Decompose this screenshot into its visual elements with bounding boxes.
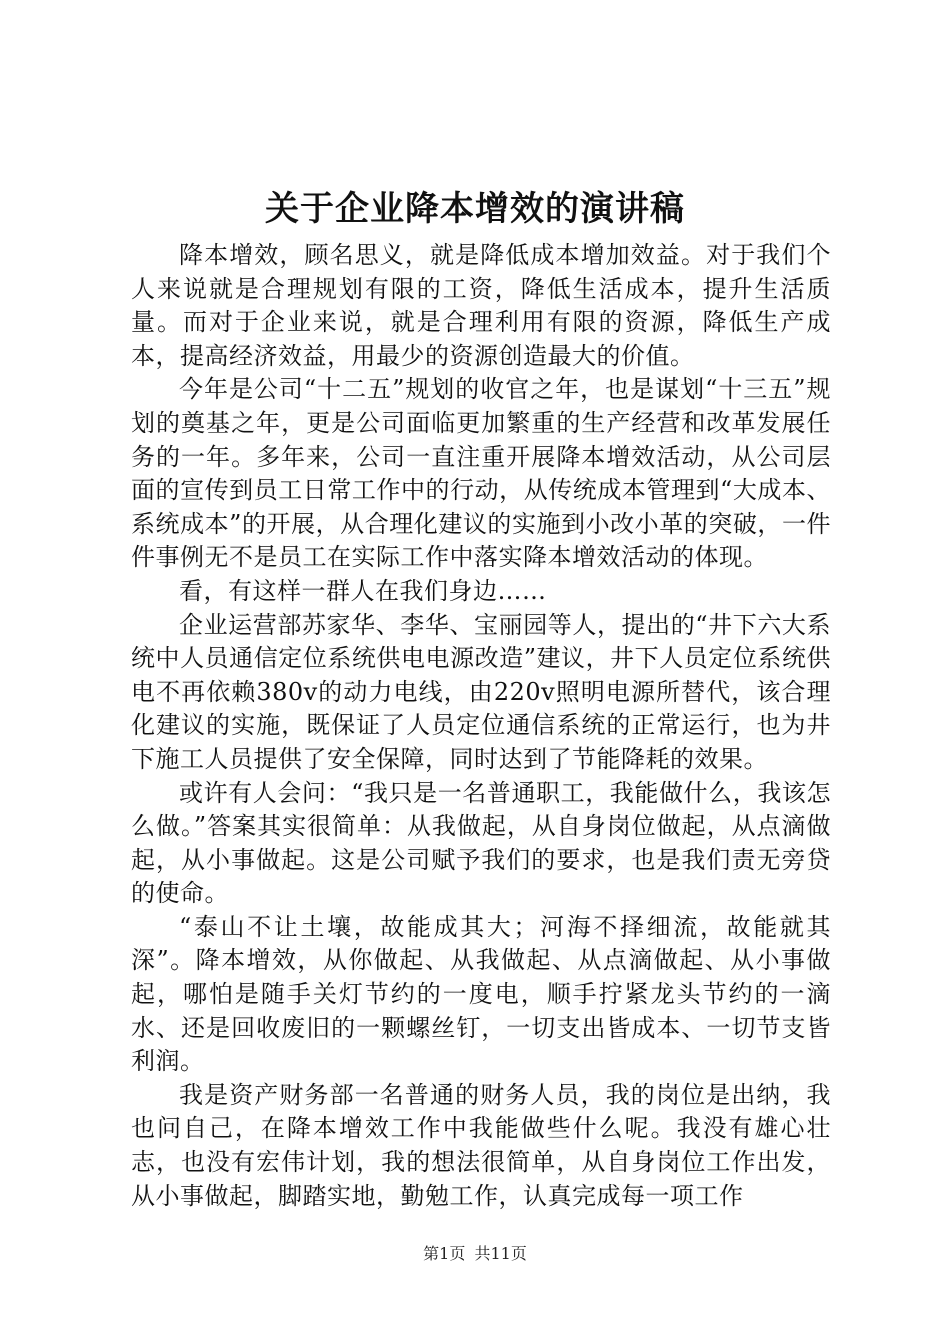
paragraph: 我是资产财务部一名普通的财务人员，我的岗位是出纳，我也问自己，在降本增效工作中我能做些什么呢。我没有雄心壮志，也没有宏伟计划，我的想法很简单，从自身岗位工作出发，从小事做起，脚踏实地，勤勉工作，认真完成每一项工作 (131, 1080, 831, 1210)
paragraph: 企业运营部苏家华、李华、宝丽园等人，提出的“井下六大系统中人员通信定位系统供电电源改造”建议，井下人员定位系统供电不再依赖380v的动力电线，由220v照明电源所替代，该合理化建议的实施，既保证了人员定位通信系统的正常运行，也为井下施工人员提供了安全保障，同时达到了节能降耗的效果。 (131, 610, 831, 773)
paragraph: 看，有这样一群人在我们身边…… (179, 576, 547, 605)
document-title: 关于企业降本增效的演讲稿 (265, 189, 685, 229)
page-footer (0, 1243, 950, 1265)
page-total: 共11页 (474, 1244, 527, 1263)
paragraph: 降本增效，顾名思义，就是降低成本增加效益。对于我们个人来说就是合理规划有限的工资，降低生活成本，提升生活质量。而对于企业来说，就是合理利用有限的资源，降低生产成本，提高经济效益，用最少的资源创造最大的价值。 (131, 241, 831, 370)
paragraph: “泰山不让土壤，故能成其大；河海不择细流，故能就其深”。降本增效，从你做起、从我做起、从点滴做起、从小事做起，哪怕是随手关灯节约的一度电，顺手拧紧龙头节约的一滴水、还是回收废旧的一颗螺丝钉，一切支出皆成本、一切节支皆利润。 (131, 912, 831, 1076)
page-number: 第1页 (423, 1244, 466, 1263)
paragraph: 今年是公司“十二五”规划的收官之年，也是谋划“十三五”规划的奠基之年，更是公司面临更加繁重的生产经营和改革发展任务的一年。多年来，公司一直注重开展降本增效活动，从公司层面的宣传到员工日常工作中的行动，从传统成本管理到“大成本、系统成本”的开展，从合理化建议的实施到小改小革的突破，一件件事例无不是员工在实际工作中落实降本增效活动的体现。 (131, 375, 831, 572)
document-body (131, 239, 831, 1213)
paragraph: 或许有人会问：“我只是一名普通职工，我能做什么，我该怎么做。”答案其实很简单：从我做起，从自身岗位做起，从点滴做起，从小事做起。这是公司赋予我们的要求，也是我们责无旁贷的使命。 (131, 778, 831, 908)
